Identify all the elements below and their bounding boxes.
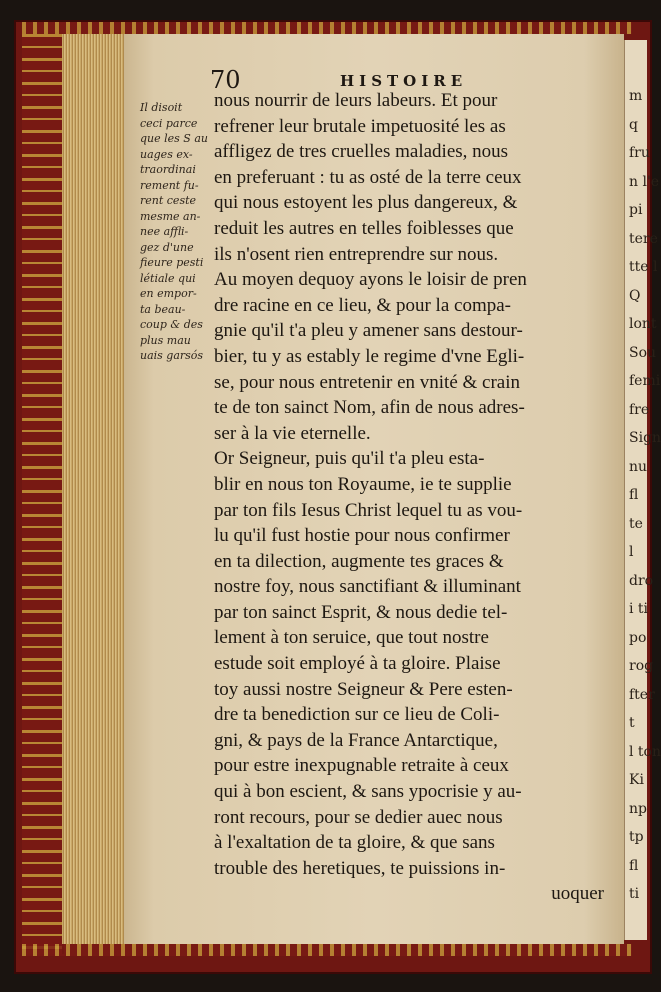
running-title: HISTOIRE (340, 72, 468, 90)
margin-note-line: que les S au (140, 132, 208, 145)
text-line: lement à ton seruice, que tout nostre (214, 627, 489, 649)
text-line: gni, & pays de la France Antarctique, (214, 729, 498, 751)
text-line: blir en nous ton Royaume, ie te supplie (214, 473, 512, 495)
facing-page-fragment: ti (629, 886, 640, 902)
facing-page-fragment: pi (629, 202, 643, 218)
catchword: uoquer (551, 883, 604, 905)
facing-page-fragment: n l'e (629, 173, 660, 190)
text-line: par ton fils Iesus Christ lequel tu as vou- (214, 499, 523, 521)
text-line: trouble des heretiques, te puissions in- (214, 857, 506, 879)
text-line: dre ta benediction sur ce lieu de Coli- (214, 704, 500, 726)
facing-page-fragment: fru (629, 145, 650, 161)
page-number: 70 (210, 66, 241, 94)
text-line: ser à la vie eternelle. (214, 422, 371, 444)
text-line: pour estre inexpugnable retraite à ceux (214, 755, 509, 777)
facing-page-fragment: Sou (629, 344, 657, 361)
facing-page-fragment: tte l (629, 259, 658, 275)
text-line: Or Seigneur, puis qu'il t'a pleu esta- (214, 448, 485, 470)
text-line: à l'exaltation de ta gloire, & que sans (214, 832, 495, 854)
margin-note-line: ceci parce (140, 116, 198, 130)
facing-page-fragment: nu (629, 458, 648, 475)
text-line: refrener leur brutale impetuosité les as (214, 115, 506, 137)
margin-note-line: traordinai (140, 163, 196, 176)
margin-note-line: rement fu- (140, 178, 199, 192)
facing-page-fragment: po (629, 629, 647, 646)
facing-page-fragment: rog (629, 658, 654, 674)
margin-note-line: plus mau (140, 333, 191, 347)
margin-note-line: gez d'une (140, 240, 194, 254)
text-line: estude soit employé à ta gloire. Plaise (214, 653, 501, 675)
facing-page-fragment: te (629, 515, 643, 532)
text-line: en preferuant : tu as osté de la terre ceux (214, 166, 522, 188)
margin-note-line: fieure pesti (140, 256, 204, 269)
facing-page (624, 40, 661, 940)
page-edges (62, 34, 125, 944)
margin-note (140, 100, 212, 364)
text-line: qui nous estoyent les plus dangereux, & (214, 192, 518, 214)
text-line: dre racine en ce lieu, & pour la compa- (214, 294, 511, 316)
gilt-border-top (22, 22, 632, 34)
margin-note-line: rent ceste (140, 194, 197, 207)
facing-page-fragment: fl (629, 857, 639, 874)
text-line: qui à bon escient, & sans ypocrisie y au- (214, 781, 522, 803)
facing-page-fragment: fl (629, 487, 639, 503)
facing-page-fragment: Sign (629, 430, 661, 446)
facing-page-fragment: l ton (629, 743, 661, 760)
facing-page-fragment: np (629, 800, 647, 817)
margin-note-line: coup & des (140, 318, 203, 331)
text-line: affligez de tres cruelles maladies, nous (214, 141, 509, 163)
text-line: en ta dilection, augmente tes graces & (214, 550, 504, 572)
gilt-border-left (22, 34, 64, 954)
text-line: lu qu'il fust hostie pour nous confirmer (214, 525, 510, 547)
margin-note-line: nee affli- (140, 225, 189, 238)
facing-page-fragment: femi (629, 373, 661, 389)
margin-note-line: uais garsós (140, 349, 204, 362)
facing-page-fragment: l (629, 544, 634, 560)
text-line: reduit les autres en telles foiblesses que (214, 217, 514, 239)
body-text (214, 88, 614, 907)
margin-note-line: Il disoit (140, 101, 183, 114)
text-line: te de ton sainct Nom, afin de nous adres- (214, 397, 525, 419)
margin-note-line: létiale qui (140, 271, 196, 285)
facing-page-fragment: i ti (629, 601, 649, 617)
text-line: par ton sainct Esprit, & nous dedie tel- (214, 601, 508, 623)
facing-page-fragment: dro (629, 572, 654, 589)
text-line: gnie qu'il t'a pleu y amener sans destour- (214, 320, 523, 342)
facing-page-fragment: m (629, 88, 643, 104)
text-line: Au moyen dequoy ayons le loisir de pren (214, 269, 527, 291)
text-line: ils n'osent rien entreprendre sur nous. (214, 243, 499, 265)
facing-page-fragment: tere (629, 230, 658, 247)
facing-page-fragment: fter (629, 686, 655, 703)
text-line: nous nourrir de leurs labeurs. Et pour (214, 90, 498, 111)
gilt-border-bottom (22, 944, 632, 956)
text-line: toy aussi nostre Seigneur & Pere esten- (214, 678, 513, 700)
facing-page-fragment: Q (629, 287, 641, 304)
margin-note-line: mesme an- (140, 209, 201, 223)
facing-page-fragment: Ki (629, 772, 644, 788)
margin-note-line: uages ex- (140, 147, 193, 161)
facing-page-fragment: q (629, 116, 638, 133)
text-line: nostre foy, nous sanctifiant & illuminant (214, 576, 521, 598)
facing-page-fragment: tp (629, 829, 644, 845)
text-line: se, pour nous entretenir en vnité & crain (214, 371, 521, 393)
margin-note-line: en empor- (140, 287, 197, 300)
facing-page-fragment: fre (629, 401, 650, 418)
text-line: bier, tu y as estably le regime d'vne Egli- (214, 345, 525, 367)
facing-page-fragment: t (629, 715, 635, 731)
text-line: ront recours, pour se dedier auec nous (214, 806, 503, 828)
facing-page-fragment: lont (629, 316, 657, 332)
margin-note-line: ta beau- (140, 302, 186, 316)
